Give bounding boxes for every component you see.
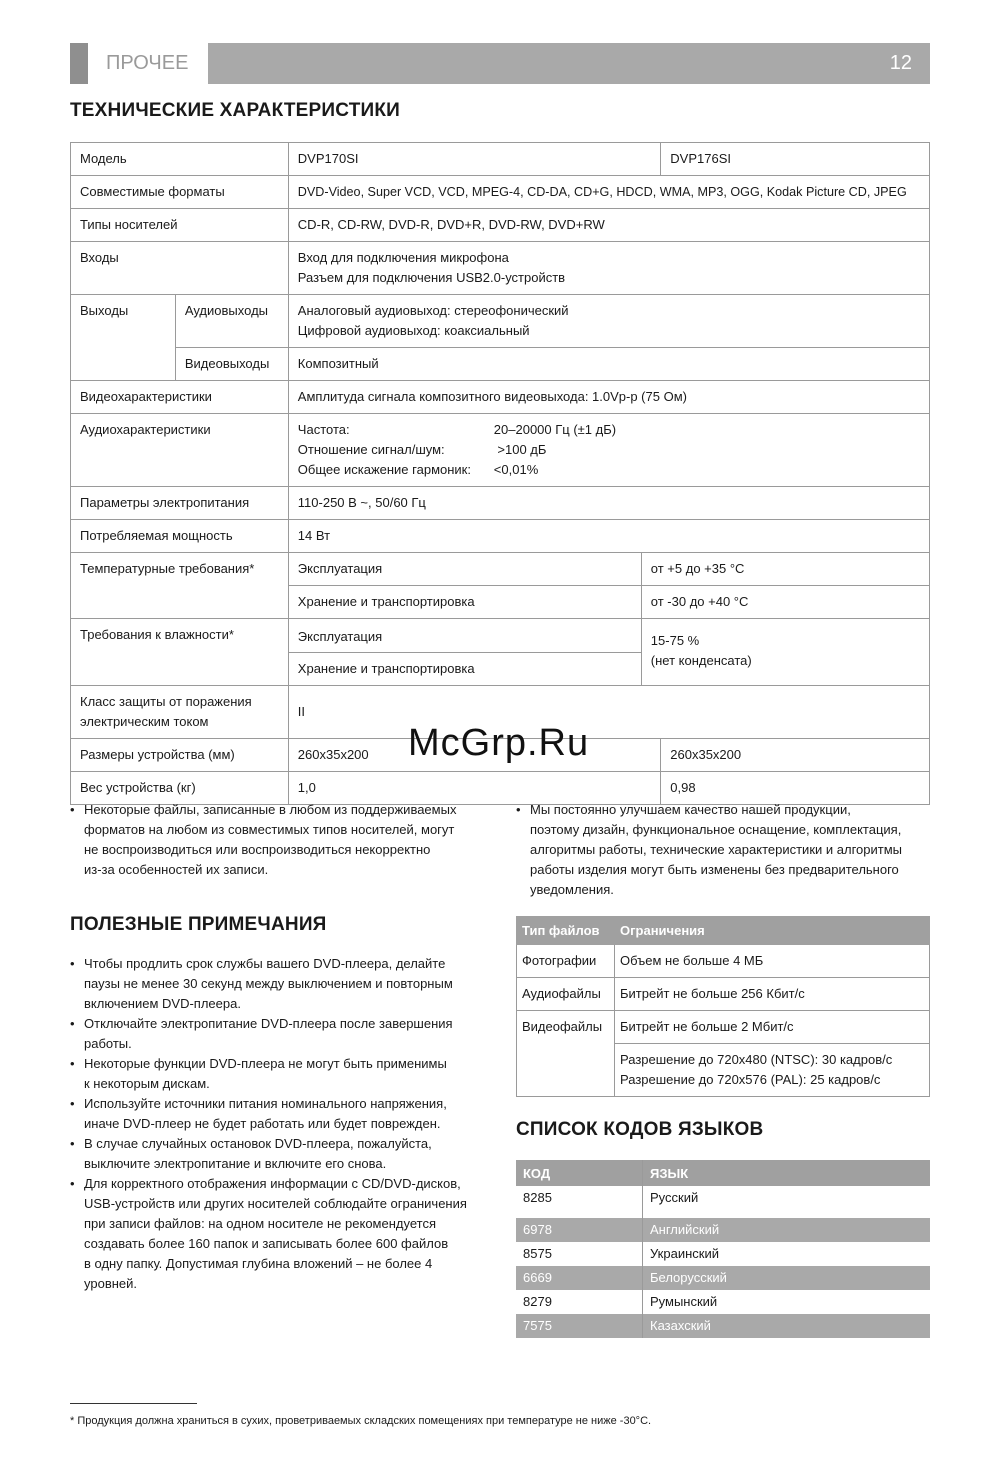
table-row: Типы носителей CD-R, CD-RW, DVD-R, DVD+R, DVD-RW, DVD+RW bbox=[71, 209, 930, 242]
useful-title: ПОЛЕЗНЫЕ ПРИМЕЧАНИЯ bbox=[70, 914, 327, 935]
table-row: Аудиохарактеристики Частота: 20–20000 Гц (±1 дБ) Отношение сигнал/шум: >100 дБ Общее искажение гармоник: <0,01% bbox=[71, 414, 930, 487]
specs-table bbox=[70, 142, 930, 805]
languages-title: СПИСОК КОДОВ ЯЗЫКОВ bbox=[516, 1119, 764, 1140]
language-codes-table bbox=[516, 1160, 930, 1338]
header-accent bbox=[70, 43, 88, 84]
list-item: • Некоторые функции DVD-плеера не могут быть применимы к некоторым дискам. bbox=[70, 1054, 490, 1094]
section-label: ПРОЧЕЕ bbox=[106, 52, 189, 74]
table-row: Класс защиты от поражения электрическим током II bbox=[71, 686, 930, 739]
footnote: * Продукция должна храниться в сухих, проветриваемых складских помещениях при температуре не ниже -30°С. bbox=[70, 1415, 652, 1427]
page-number: 12 bbox=[208, 43, 930, 84]
footnote-divider bbox=[70, 1403, 197, 1404]
useful-list bbox=[70, 954, 490, 1294]
table-row: Размеры устройства (мм) 260x35x200 260x35x200 bbox=[71, 739, 930, 772]
list-item: • Чтобы продлить срок службы вашего DVD-плеера, делайте паузы не менее 30 секунд между выключением и повторным включением DVD-плеера. bbox=[70, 954, 490, 1014]
list-item: • В случае случайных остановок DVD-плеера, пожалуйста, выключите электропитание и включите его снова. bbox=[70, 1134, 490, 1174]
table-row: Фотографии Объем не больше 4 МБ bbox=[517, 945, 930, 978]
table-row: 8279 Румынский bbox=[516, 1290, 930, 1314]
table-row: 6669 Белорусский bbox=[516, 1266, 930, 1290]
list-item: • Для корректного отображения информации с CD/DVD-дисков, USB-устройств или других носителей соблюдайте ограничения при записи файлов: на одном носителе не рекомендуется создавать более 160 папок и записывать более 600 файлов в одну папку. Допустимая глубина вложений – не более 4 уровней. bbox=[70, 1174, 490, 1294]
table-row: Параметры электропитания 110-250 В ~, 50/60 Гц bbox=[71, 487, 930, 520]
table-row: Видеохарактеристики Амплитуда сигнала композитного видеовыхода: 1.0Vp-p (75 Ом) bbox=[71, 381, 930, 414]
table-header: КОД ЯЗЫК bbox=[516, 1160, 930, 1186]
table-row: 6978 Английский bbox=[516, 1218, 930, 1242]
list-item: • Используйте источники питания номинального напряжения, иначе DVD-плеер не будет работать или будет поврежден. bbox=[70, 1094, 490, 1134]
list-item: • Отключайте электропитание DVD-плеера после завершения работы. bbox=[70, 1014, 490, 1054]
table-row: Хранение и транспортировка от -30 до +40 °C bbox=[71, 586, 930, 619]
table-row: Модель DVP170SI DVP176SI bbox=[71, 143, 930, 176]
table-row: Аудиофайлы Битрейт не больше 256 Кбит/с bbox=[517, 978, 930, 1011]
table-row: Разрешение до 720x480 (NTSC): 30 кадров/с Разрешение до 720x576 (PAL): 25 кадров/с bbox=[517, 1044, 930, 1097]
table-header: Тип файлов Ограничения bbox=[517, 917, 930, 945]
file-limits-table bbox=[516, 916, 930, 1097]
table-row: Входы Вход для подключения микрофона Разъем для подключения USB2.0-устройств bbox=[71, 242, 930, 295]
table-row: Потребляемая мощность 14 Вт bbox=[71, 520, 930, 553]
table-row: 8285 Русский bbox=[516, 1186, 930, 1218]
note-left: • Некоторые файлы, записанные в любом из поддерживаемых форматов на любом из совместимых типов носителей, могут не воспроизводиться или воспроизводиться некорректно из-за особенностей их записи. bbox=[70, 800, 490, 880]
table-row: Совместимые форматы DVD-Video, Super VCD, VCD, MPEG-4, CD-DA, CD+G, HDCD, WMA, MP3, OGG, Kodak Picture CD, JPEG bbox=[71, 176, 930, 209]
note-right: • Мы постоянно улучшаем качество нашей продукции, поэтому дизайн, функциональное оснащение, комплектация, алгоритмы работы, технические характеристики и алгоритмы работы изделия могут быть изменены без предварительного уведомления. bbox=[516, 800, 930, 900]
table-row: Видеовыходы Композитный bbox=[71, 348, 930, 381]
watermark: McGrp.Ru bbox=[408, 722, 590, 764]
table-row: Выходы Аудиовыходы Аналоговый аудиовыход: стереофонический Цифровой аудиовыход: коаксиальный bbox=[71, 295, 930, 348]
table-row: Вес устройства (кг) 1,0 0,98 bbox=[71, 772, 930, 805]
table-row: 8575 Украинский bbox=[516, 1242, 930, 1266]
table-row: 7575 Казахский bbox=[516, 1314, 930, 1338]
table-row: Требования к влажности* Эксплуатация Хранение и транспортировка 15-75 % (нет конденсата) bbox=[71, 619, 930, 686]
specs-title: ТЕХНИЧЕСКИЕ ХАРАКТЕРИСТИКИ bbox=[70, 100, 401, 121]
table-row: Видеофайлы Битрейт не больше 2 Мбит/с bbox=[517, 1011, 930, 1044]
table-row: Температурные требования* Эксплуатация от +5 до +35 °C bbox=[71, 553, 930, 586]
